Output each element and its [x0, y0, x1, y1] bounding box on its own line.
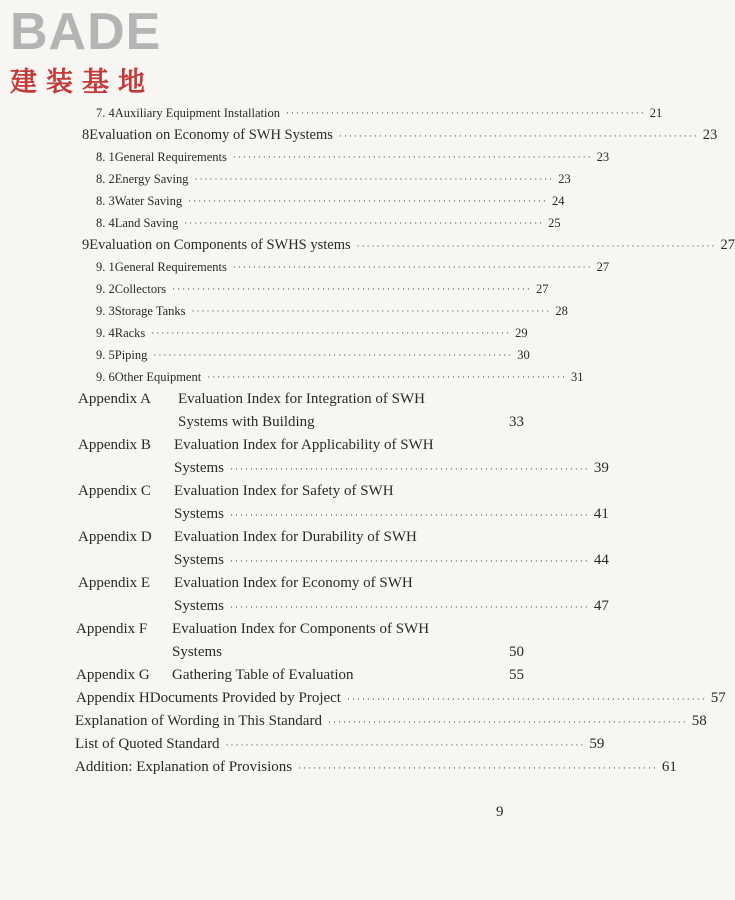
leader-dots: ········································································ — [194, 174, 555, 184]
leader-dots: ········································································ — [346, 694, 707, 704]
toc-entry — [0, 260, 610, 275]
toc-entry-title: Collectors — [114, 282, 167, 296]
toc-entry — [0, 194, 600, 209]
toc-entry-number: Appendix A — [78, 391, 151, 407]
leader-dots: ········································································ — [153, 350, 514, 360]
toc-entry — [0, 348, 600, 363]
toc-entry-title-cont: Systems with Building — [178, 414, 315, 430]
toc-entry — [0, 713, 707, 730]
toc-entry-title: Documents Provided by Project — [149, 690, 341, 706]
toc-entry-title: Storage Tanks — [114, 304, 186, 318]
toc-entry-number: Appendix D — [78, 529, 152, 545]
leader-dots: ········································································ — [286, 108, 646, 118]
toc-entry — [0, 690, 726, 707]
page-number: 9 — [496, 804, 504, 820]
leader-dots: ········································································ — [298, 763, 658, 773]
leader-dots: ········································································ — [230, 602, 590, 612]
toc-entry-continuation — [0, 552, 609, 569]
toc-entry — [0, 127, 718, 144]
toc-entry-title: Land Saving — [114, 216, 179, 230]
toc-entry-title-cont: Systems — [174, 506, 225, 522]
toc-entry-page: 55 — [509, 667, 524, 683]
leader-dots: ········································································ — [327, 717, 688, 727]
toc-entry-page: 39 — [593, 460, 609, 476]
toc-entry — [0, 667, 600, 684]
toc-entry-title: Piping — [114, 348, 148, 362]
toc-entry-page: 30 — [517, 348, 530, 362]
toc-entry-number: 7. 4 — [96, 106, 115, 120]
toc-entry-page: 61 — [661, 759, 677, 775]
toc-entry-page: 23 — [596, 150, 610, 164]
toc-entry-continuation — [0, 414, 600, 431]
toc-entry-number: 9. 1 — [96, 260, 115, 274]
toc-entry — [0, 621, 600, 638]
toc-entry-page: 41 — [593, 506, 609, 522]
leader-dots: ········································································ — [338, 131, 699, 141]
toc-entry-page: 31 — [571, 370, 584, 384]
logo-subtitle: 建装基地 — [10, 67, 154, 98]
toc-entry — [0, 483, 600, 500]
toc-entry-number: 9. 2 — [96, 282, 115, 296]
toc-entry-page: 27 — [535, 282, 549, 296]
toc-entry — [0, 150, 610, 165]
leader-dots: ········································································ — [230, 556, 590, 566]
toc-entry-title: Gathering Table of Evaluation — [172, 667, 354, 683]
toc-entry-title: Evaluation on Economy of SWH Systems — [89, 127, 333, 143]
toc-entry-title-cont: Systems — [174, 552, 225, 568]
toc-entry-page: 58 — [691, 713, 707, 729]
toc-entry — [0, 370, 600, 385]
leader-dots: ········································································ — [232, 262, 593, 272]
toc-entry — [0, 529, 600, 546]
toc-entry — [0, 759, 677, 776]
toc-entry-title: Explanation of Wording in This Standard — [75, 713, 322, 729]
toc-entry-number: 8. 3 — [96, 194, 115, 208]
toc-entry-title-cont: Systems — [174, 598, 225, 614]
toc-entry-number: Appendix E — [78, 575, 151, 591]
toc-entry — [0, 216, 600, 231]
toc-entry-title: Racks — [114, 326, 146, 340]
toc-entry-number: Appendix C — [78, 483, 151, 499]
toc-entry-title: Evaluation Index for Durability of SWH — [174, 529, 417, 545]
leader-dots: ········································································ — [356, 241, 717, 251]
toc-entry-number: 9. 5 — [96, 348, 115, 362]
toc-entry-title-cont: Systems — [172, 644, 223, 660]
toc-entry-page: 24 — [551, 194, 565, 208]
toc-entry-continuation — [0, 598, 609, 615]
toc-entry-page: 21 — [649, 106, 663, 120]
toc-entry-title: General Requirements — [114, 260, 227, 274]
toc-entry-page: 59 — [589, 736, 605, 752]
toc-entry-page: 27 — [720, 237, 735, 253]
leader-dots: ········································································ — [230, 464, 590, 474]
leader-dots: ········································································ — [172, 284, 532, 294]
toc-entry-title: Other Equipment — [114, 370, 202, 384]
toc-entry-number: 9. 4 — [96, 326, 115, 340]
toc-entry — [0, 736, 605, 753]
logo-text: BADE — [10, 3, 162, 61]
toc-entry-number: Appendix F — [76, 621, 148, 637]
toc-entry-continuation — [0, 460, 609, 477]
toc-entry-title: General Requirements — [114, 150, 227, 164]
toc-entry-number: 8. 2 — [96, 172, 115, 186]
toc-entry-title: Evaluation Index for Components of SWH — [172, 621, 430, 637]
toc-entry-number: Appendix G — [76, 667, 150, 683]
toc-entry — [0, 304, 600, 319]
leader-dots: ········································································ — [232, 152, 593, 162]
leader-dots: ········································································ — [188, 196, 548, 206]
toc-entry — [0, 106, 663, 121]
toc-entry-continuation — [0, 644, 600, 661]
leader-dots: ········································································ — [225, 740, 586, 750]
leader-dots: ········································································ — [184, 218, 545, 228]
toc-entry-page: 47 — [593, 598, 609, 614]
toc-entry-title: Evaluation Index for Applicability of SWH — [174, 437, 434, 453]
toc-entry-title: Evaluation Index for Safety of SWH — [174, 483, 394, 499]
toc-entry-title: Evaluation Index for Integration of SWH — [178, 391, 426, 407]
toc-entry-page: 25 — [548, 216, 561, 230]
toc-entry-number: Appendix B — [78, 437, 151, 453]
toc-entry-title: Energy Saving — [114, 172, 189, 186]
toc-entry-number: 9. 6 — [96, 370, 115, 384]
toc-entry — [0, 282, 600, 297]
toc-entry-number: 9. 3 — [96, 304, 115, 318]
toc-entry-title: Evaluation Index for Economy of SWH — [174, 575, 413, 591]
toc-entry-title-cont: Systems — [174, 460, 225, 476]
toc-entry-title: Water Saving — [114, 194, 183, 208]
toc-entry-number: 8 — [82, 127, 90, 143]
toc-entry-page: 28 — [555, 304, 568, 318]
toc-entry — [0, 172, 600, 187]
toc-entry-title: Addition: Explanation of Provisions — [75, 759, 293, 775]
toc-entry-title: Auxiliary Equipment Installation — [114, 106, 280, 120]
toc-entry-number: Appendix H — [76, 690, 150, 706]
toc-entry-page: 44 — [593, 552, 609, 568]
toc-entry-number: 9 — [82, 237, 90, 253]
toc-entry-title: List of Quoted Standard — [75, 736, 220, 752]
toc-entry — [0, 391, 600, 408]
toc-entry-page: 29 — [515, 326, 528, 340]
toc-entry-number: 8. 4 — [96, 216, 115, 230]
leader-dots: ········································································ — [191, 306, 552, 316]
toc-entry-page: 23 — [558, 172, 571, 186]
toc-entry — [0, 437, 600, 454]
leader-dots: ········································································ — [230, 510, 590, 520]
toc-entry-page: 57 — [710, 690, 726, 706]
toc-entry-continuation — [0, 506, 609, 523]
toc-entry — [0, 575, 600, 592]
toc-entry-page: 27 — [596, 260, 610, 274]
toc-entry-number: 8. 1 — [96, 150, 115, 164]
toc-entry-title: Evaluation on Components of SWHS ystems — [89, 237, 351, 253]
leader-dots: ········································································ — [207, 372, 567, 382]
toc-entry-page: 23 — [702, 127, 718, 143]
toc-entry — [0, 237, 735, 254]
leader-dots: ········································································ — [151, 328, 512, 338]
toc-entry-page: 50 — [509, 644, 524, 660]
toc-entry — [0, 326, 600, 341]
toc-entry-page: 33 — [509, 414, 524, 430]
